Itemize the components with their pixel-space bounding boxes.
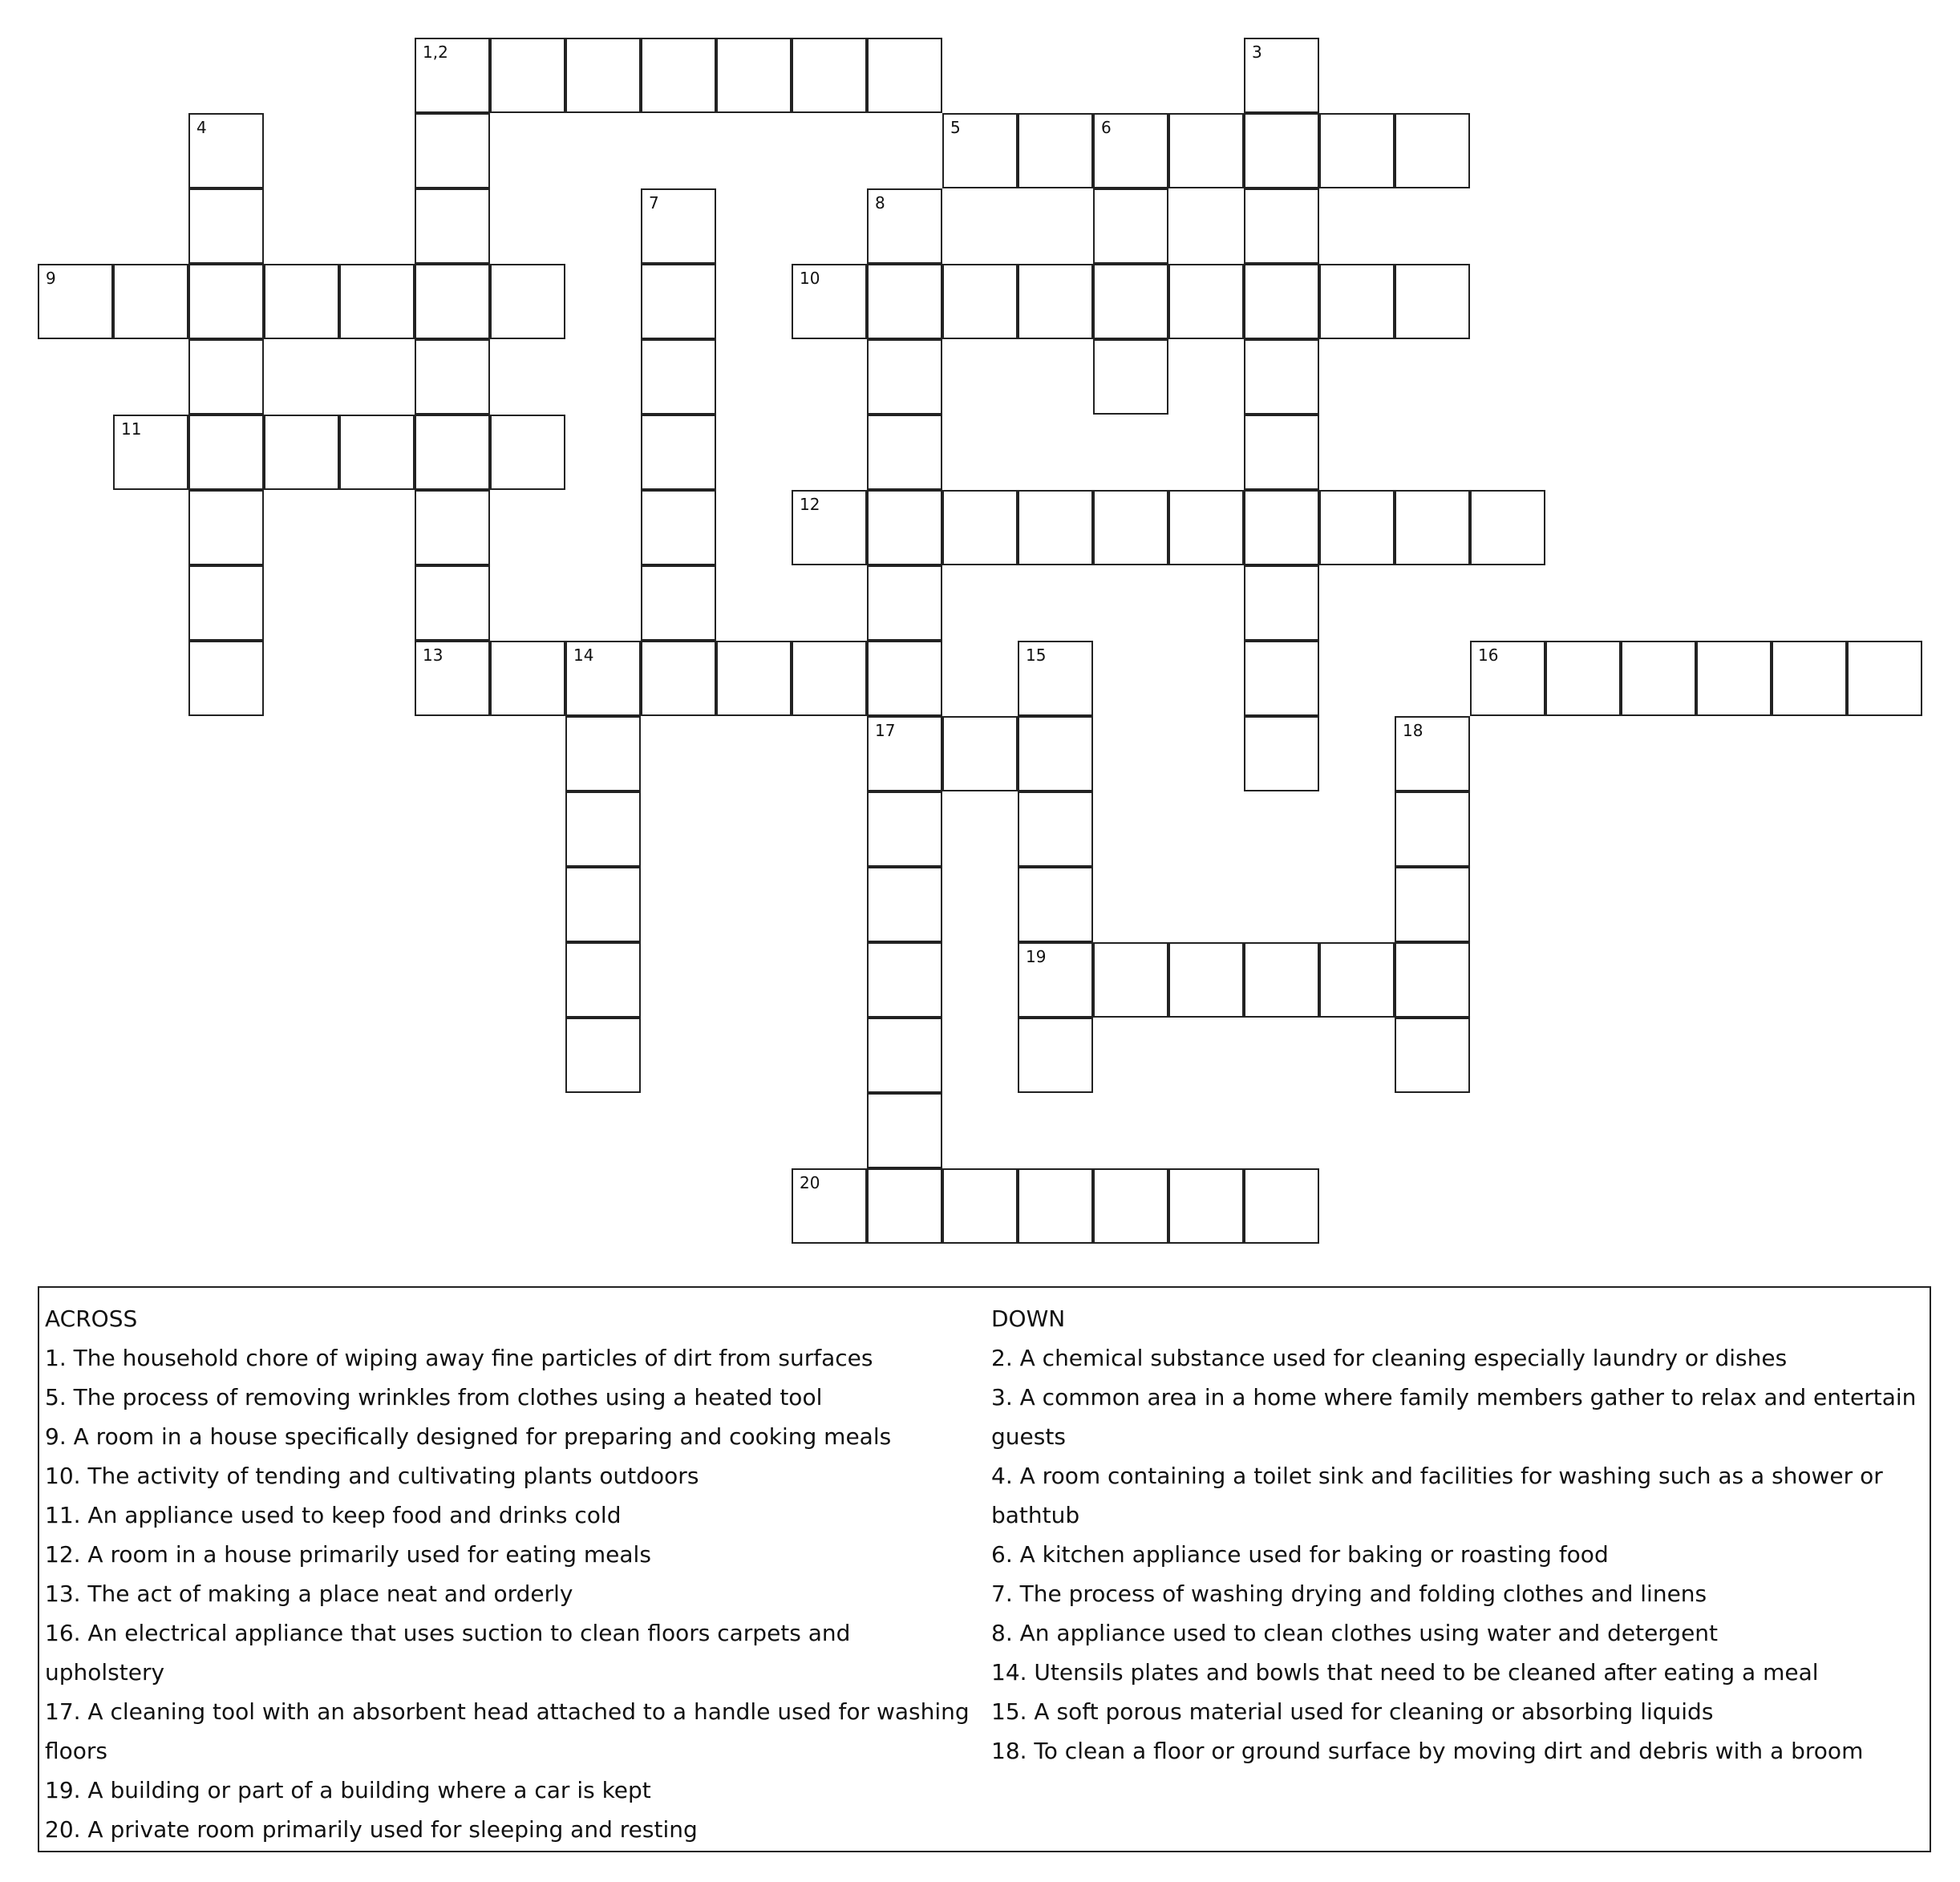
crossword-cell[interactable] (1545, 641, 1621, 716)
crossword-cell[interactable] (565, 1018, 641, 1093)
clue-number: 7 (649, 193, 659, 212)
crossword-cell[interactable] (1244, 188, 1319, 264)
crossword-cell[interactable] (1093, 188, 1168, 264)
crossword-cell[interactable] (641, 339, 716, 415)
clue-line: 6. A kitchen appliance used for baking or roasting food (991, 1541, 1609, 1568)
crossword-cell[interactable] (1018, 1168, 1093, 1244)
crossword-cell[interactable] (1395, 716, 1470, 791)
crossword-cell[interactable] (188, 264, 264, 339)
crossword-cell[interactable] (867, 716, 942, 791)
down-clues (991, 1299, 1922, 1771)
crossword-cell[interactable] (1244, 339, 1319, 415)
crossword-cell[interactable] (1093, 339, 1168, 415)
crossword-cell[interactable] (867, 490, 942, 565)
crossword-cell[interactable] (188, 490, 264, 565)
crossword-cell[interactable] (867, 867, 942, 942)
crossword-cell[interactable] (641, 188, 716, 264)
crossword-cell[interactable] (641, 38, 716, 113)
crossword-cell[interactable] (1847, 641, 1922, 716)
crossword-cell[interactable] (1395, 1018, 1470, 1093)
crossword-cell[interactable] (1244, 113, 1319, 188)
crossword-cell[interactable] (415, 113, 490, 188)
crossword-cell[interactable] (1244, 1168, 1319, 1244)
clue-line: floors (45, 1738, 107, 1764)
crossword-cell[interactable] (942, 1168, 1018, 1244)
crossword-cell[interactable] (792, 38, 867, 113)
clue-line: 19. A building or part of a building where a car is kept (45, 1777, 651, 1803)
crossword-cell[interactable] (867, 415, 942, 490)
crossword-cell[interactable] (1168, 1168, 1244, 1244)
clue-number: 19 (1026, 947, 1047, 966)
across-heading: ACROSS (45, 1305, 138, 1332)
clue-number: 15 (1026, 646, 1047, 665)
crossword-cell[interactable] (867, 565, 942, 641)
clue-line: 7. The process of washing drying and folding clothes and linens (991, 1580, 1707, 1607)
crossword-cell[interactable] (867, 791, 942, 867)
crossword-cell[interactable] (188, 565, 264, 641)
clue-number: 6 (1101, 118, 1112, 137)
crossword-cell[interactable] (1395, 867, 1470, 942)
crossword-cell[interactable] (1395, 490, 1470, 565)
crossword-cell[interactable] (942, 264, 1018, 339)
crossword-cell[interactable] (792, 641, 867, 716)
crossword-cell[interactable] (1244, 490, 1319, 565)
clue-line: 12. A room in a house primarily used for eating meals (45, 1541, 651, 1568)
crossword-cell[interactable] (113, 264, 188, 339)
clue-line: 16. An electrical appliance that uses suction to clean floors carpets and upholstery (45, 1620, 851, 1686)
crossword-cell[interactable] (716, 641, 792, 716)
crossword-cell[interactable] (1621, 641, 1696, 716)
crossword-cell[interactable] (415, 264, 490, 339)
clue-line: 3. A common area in a home where family members gather to relax and entertain (991, 1384, 1917, 1410)
crossword-cell[interactable] (1470, 641, 1545, 716)
crossword-cell[interactable] (1319, 264, 1395, 339)
crossword-cell[interactable] (942, 716, 1018, 791)
crossword-cell[interactable] (490, 38, 565, 113)
crossword-cell[interactable] (188, 188, 264, 264)
crossword-cell[interactable] (1018, 113, 1093, 188)
clue-number: 9 (46, 269, 56, 288)
clue-number: 18 (1403, 721, 1423, 740)
crossword-cell[interactable] (1244, 641, 1319, 716)
crossword-cell[interactable] (1018, 942, 1093, 1018)
clue-line: 10. The activity of tending and cultivating plants outdoors (45, 1463, 699, 1489)
crossword-cell[interactable] (1018, 641, 1093, 716)
crossword-cell[interactable] (415, 188, 490, 264)
clue-line: 14. Utensils plates and bowls that need to be cleaned after eating a meal (991, 1659, 1819, 1686)
crossword-cell[interactable] (641, 490, 716, 565)
crossword-cell[interactable] (867, 1093, 942, 1168)
crossword-cell[interactable] (415, 415, 490, 490)
crossword-cell[interactable] (415, 339, 490, 415)
clue-line: 4. A room containing a toilet sink and facilities for washing such as a shower or (991, 1463, 1883, 1489)
crossword-cell[interactable] (641, 641, 716, 716)
crossword-cell[interactable] (1319, 490, 1395, 565)
clue-number: 16 (1478, 646, 1499, 665)
down-heading: DOWN (991, 1305, 1066, 1332)
crossword-cell[interactable] (415, 38, 490, 113)
crossword-cell[interactable] (1470, 490, 1545, 565)
clue-number: 13 (423, 646, 443, 665)
crossword-cell[interactable] (188, 641, 264, 716)
clue-line: 13. The act of making a place neat and orderly (45, 1580, 573, 1607)
crossword-cell[interactable] (792, 1168, 867, 1244)
crossword-cell[interactable] (1395, 264, 1470, 339)
crossword-cell[interactable] (565, 867, 641, 942)
crossword-cell[interactable] (867, 1168, 942, 1244)
clue-line: bathtub (991, 1502, 1080, 1528)
clue-number: 20 (800, 1173, 820, 1192)
crossword-cell[interactable] (415, 565, 490, 641)
crossword-cell[interactable] (264, 415, 339, 490)
crossword-cell[interactable] (641, 565, 716, 641)
crossword-cell[interactable] (1018, 791, 1093, 867)
clues-panel (38, 1286, 1931, 1852)
crossword-cell[interactable] (565, 791, 641, 867)
crossword-cell[interactable] (1168, 113, 1244, 188)
crossword-cell[interactable] (1018, 867, 1093, 942)
clue-line: 8. An appliance used to clean clothes using water and detergent (991, 1620, 1719, 1646)
crossword-cell[interactable] (188, 113, 264, 188)
crossword-cell[interactable] (264, 264, 339, 339)
crossword-cell[interactable] (1093, 490, 1168, 565)
clue-line: 15. A soft porous material used for cleaning or absorbing liquids (991, 1698, 1714, 1725)
crossword-cell[interactable] (867, 264, 942, 339)
crossword-cell[interactable] (1168, 942, 1244, 1018)
crossword-cell[interactable] (1244, 942, 1319, 1018)
crossword-cell[interactable] (38, 264, 113, 339)
clue-line: 18. To clean a floor or ground surface by moving dirt and debris with a broom (991, 1738, 1864, 1764)
crossword-cell[interactable] (1244, 264, 1319, 339)
crossword-cell[interactable] (1168, 264, 1244, 339)
clue-number: 12 (800, 495, 820, 514)
clue-number: 3 (1252, 42, 1262, 62)
clue-line: 17. A cleaning tool with an absorbent head attached to a handle used for washing (45, 1698, 970, 1725)
crossword-cell[interactable] (415, 641, 490, 716)
crossword-cell[interactable] (867, 188, 942, 264)
clue-number: 14 (573, 646, 594, 665)
crossword-cell[interactable] (188, 415, 264, 490)
crossword-cell[interactable] (1093, 113, 1168, 188)
crossword-cell[interactable] (942, 113, 1018, 188)
clue-line: 20. A private room primarily used for sleeping and resting (45, 1816, 698, 1843)
crossword-cell[interactable] (1244, 415, 1319, 490)
clue-line: 1. The household chore of wiping away fine particles of dirt from surfaces (45, 1345, 873, 1371)
crossword-cell[interactable] (339, 415, 415, 490)
clue-line: 11. An appliance used to keep food and drinks cold (45, 1502, 622, 1528)
crossword-cell[interactable] (1018, 1018, 1093, 1093)
crossword-cell[interactable] (1395, 113, 1470, 188)
crossword-cell[interactable] (1244, 38, 1319, 113)
crossword-cell[interactable] (716, 38, 792, 113)
crossword-cell[interactable] (1018, 716, 1093, 791)
crossword-cell[interactable] (792, 264, 867, 339)
crossword-cell[interactable] (1093, 1168, 1168, 1244)
clue-line: 2. A chemical substance used for cleaning especially laundry or dishes (991, 1345, 1788, 1371)
crossword-cell[interactable] (1244, 565, 1319, 641)
crossword-cell[interactable] (1772, 641, 1847, 716)
clue-number: 5 (950, 118, 961, 137)
crossword-cell[interactable] (565, 641, 641, 716)
clue-number: 4 (196, 118, 207, 137)
crossword-cell[interactable] (1018, 264, 1093, 339)
crossword-cell[interactable] (1395, 791, 1470, 867)
crossword-cell[interactable] (490, 641, 565, 716)
crossword-cell[interactable] (1696, 641, 1772, 716)
crossword-cell[interactable] (1395, 942, 1470, 1018)
crossword-cell[interactable] (867, 641, 942, 716)
clue-line: guests (991, 1423, 1066, 1450)
crossword-cell[interactable] (1168, 490, 1244, 565)
crossword-cell[interactable] (415, 490, 490, 565)
crossword-cell[interactable] (641, 264, 716, 339)
crossword-cell[interactable] (565, 716, 641, 791)
crossword-cell[interactable] (490, 415, 565, 490)
clue-number: 17 (875, 721, 896, 740)
crossword-cell[interactable] (565, 38, 641, 113)
clue-number: 10 (800, 269, 820, 288)
crossword-cell[interactable] (867, 339, 942, 415)
clue-line: 5. The process of removing wrinkles from clothes using a heated tool (45, 1384, 823, 1410)
clue-number: 1,2 (423, 42, 448, 62)
crossword-cell[interactable] (339, 264, 415, 339)
clue-number: 11 (121, 419, 142, 439)
across-clues (45, 1299, 975, 1849)
crossword-cell[interactable] (1319, 942, 1395, 1018)
crossword-cell[interactable] (641, 415, 716, 490)
crossword-cell[interactable] (490, 264, 565, 339)
crossword-cell[interactable] (867, 942, 942, 1018)
crossword-cell[interactable] (1018, 490, 1093, 565)
crossword-cell[interactable] (1093, 942, 1168, 1018)
crossword-cell[interactable] (867, 38, 942, 113)
crossword-cell[interactable] (113, 415, 188, 490)
clue-line: 9. A room in a house specifically designed for preparing and cooking meals (45, 1423, 892, 1450)
crossword-cell[interactable] (867, 1018, 942, 1093)
crossword-cell[interactable] (1093, 264, 1168, 339)
crossword-cell[interactable] (188, 339, 264, 415)
crossword-cell[interactable] (565, 942, 641, 1018)
crossword-cell[interactable] (1319, 113, 1395, 188)
clue-number: 8 (875, 193, 885, 212)
crossword-cell[interactable] (1244, 716, 1319, 791)
crossword-cell[interactable] (942, 490, 1018, 565)
crossword-cell[interactable] (792, 490, 867, 565)
